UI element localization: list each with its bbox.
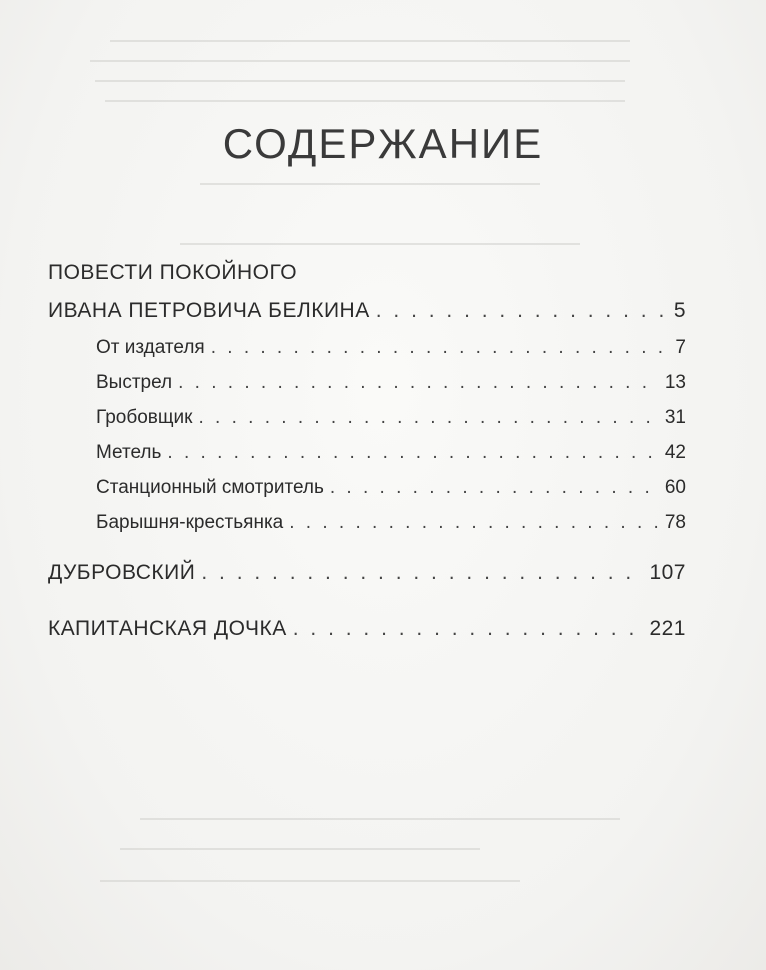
toc-page-number: 7: [675, 337, 686, 358]
show-through-line: [140, 818, 620, 820]
toc-entry-kapitanskaya-dochka: [48, 610, 686, 648]
show-through-line: [100, 880, 520, 882]
page-title: СОДЕРЖАНИЕ: [222, 120, 544, 167]
show-through-line: [110, 40, 630, 42]
toc-entry-title: Гробовщик: [96, 407, 193, 428]
toc-entry-title: ДУБРОВСКИЙ: [48, 561, 196, 584]
toc-entry-belkin: [48, 292, 686, 330]
toc-entry-title: Метель: [96, 442, 162, 463]
toc-page-number: 42: [664, 442, 686, 463]
toc-page-number: 5: [673, 299, 686, 322]
show-through-line: [120, 848, 480, 850]
toc-subentry: [48, 330, 686, 365]
toc-page-number: 107: [649, 561, 686, 584]
dot-leader: [198, 400, 658, 435]
toc-subentry: [48, 435, 686, 470]
toc-subentry: [48, 505, 686, 540]
toc-subentry: [48, 400, 686, 435]
toc-entry-belkin-line1: [48, 254, 686, 292]
show-through-line: [90, 60, 630, 62]
show-through-line: [200, 183, 540, 185]
toc-entry-dubrovsky: [48, 554, 686, 592]
dot-leader: [376, 292, 668, 330]
toc-page-number: 78: [664, 512, 686, 533]
toc-entry-title: КАПИТАНСКАЯ ДОЧКА: [48, 617, 287, 640]
toc-entry-title: ИВАНА ПЕТРОВИЧА БЕЛКИНА: [48, 299, 370, 322]
show-through-line: [105, 100, 625, 102]
table-of-contents: [48, 254, 686, 648]
dot-leader: [293, 610, 644, 648]
dot-leader: [201, 554, 643, 592]
dot-leader: [330, 470, 659, 505]
toc-entry-title: Барышня-крестьянка: [96, 512, 284, 533]
dot-leader: [211, 330, 670, 365]
toc-page-number: 60: [664, 477, 686, 498]
toc-entry-title: Станционный смотритель: [96, 477, 324, 498]
toc-entry-title: От издателя: [96, 337, 205, 358]
dot-leader: [167, 435, 658, 470]
show-through-line: [180, 243, 580, 245]
toc-subentry: [48, 470, 686, 505]
toc-page-number: 31: [664, 407, 686, 428]
toc-entry-title: ПОВЕСТИ ПОКОЙНОГО: [48, 261, 298, 284]
dot-leader: [178, 365, 659, 400]
dot-leader: [289, 505, 659, 540]
toc-entry-title: Выстрел: [96, 372, 173, 393]
show-through-line: [95, 80, 625, 82]
toc-page-number: 221: [649, 617, 686, 640]
toc-page-number: 13: [664, 372, 686, 393]
toc-subentry: [48, 365, 686, 400]
